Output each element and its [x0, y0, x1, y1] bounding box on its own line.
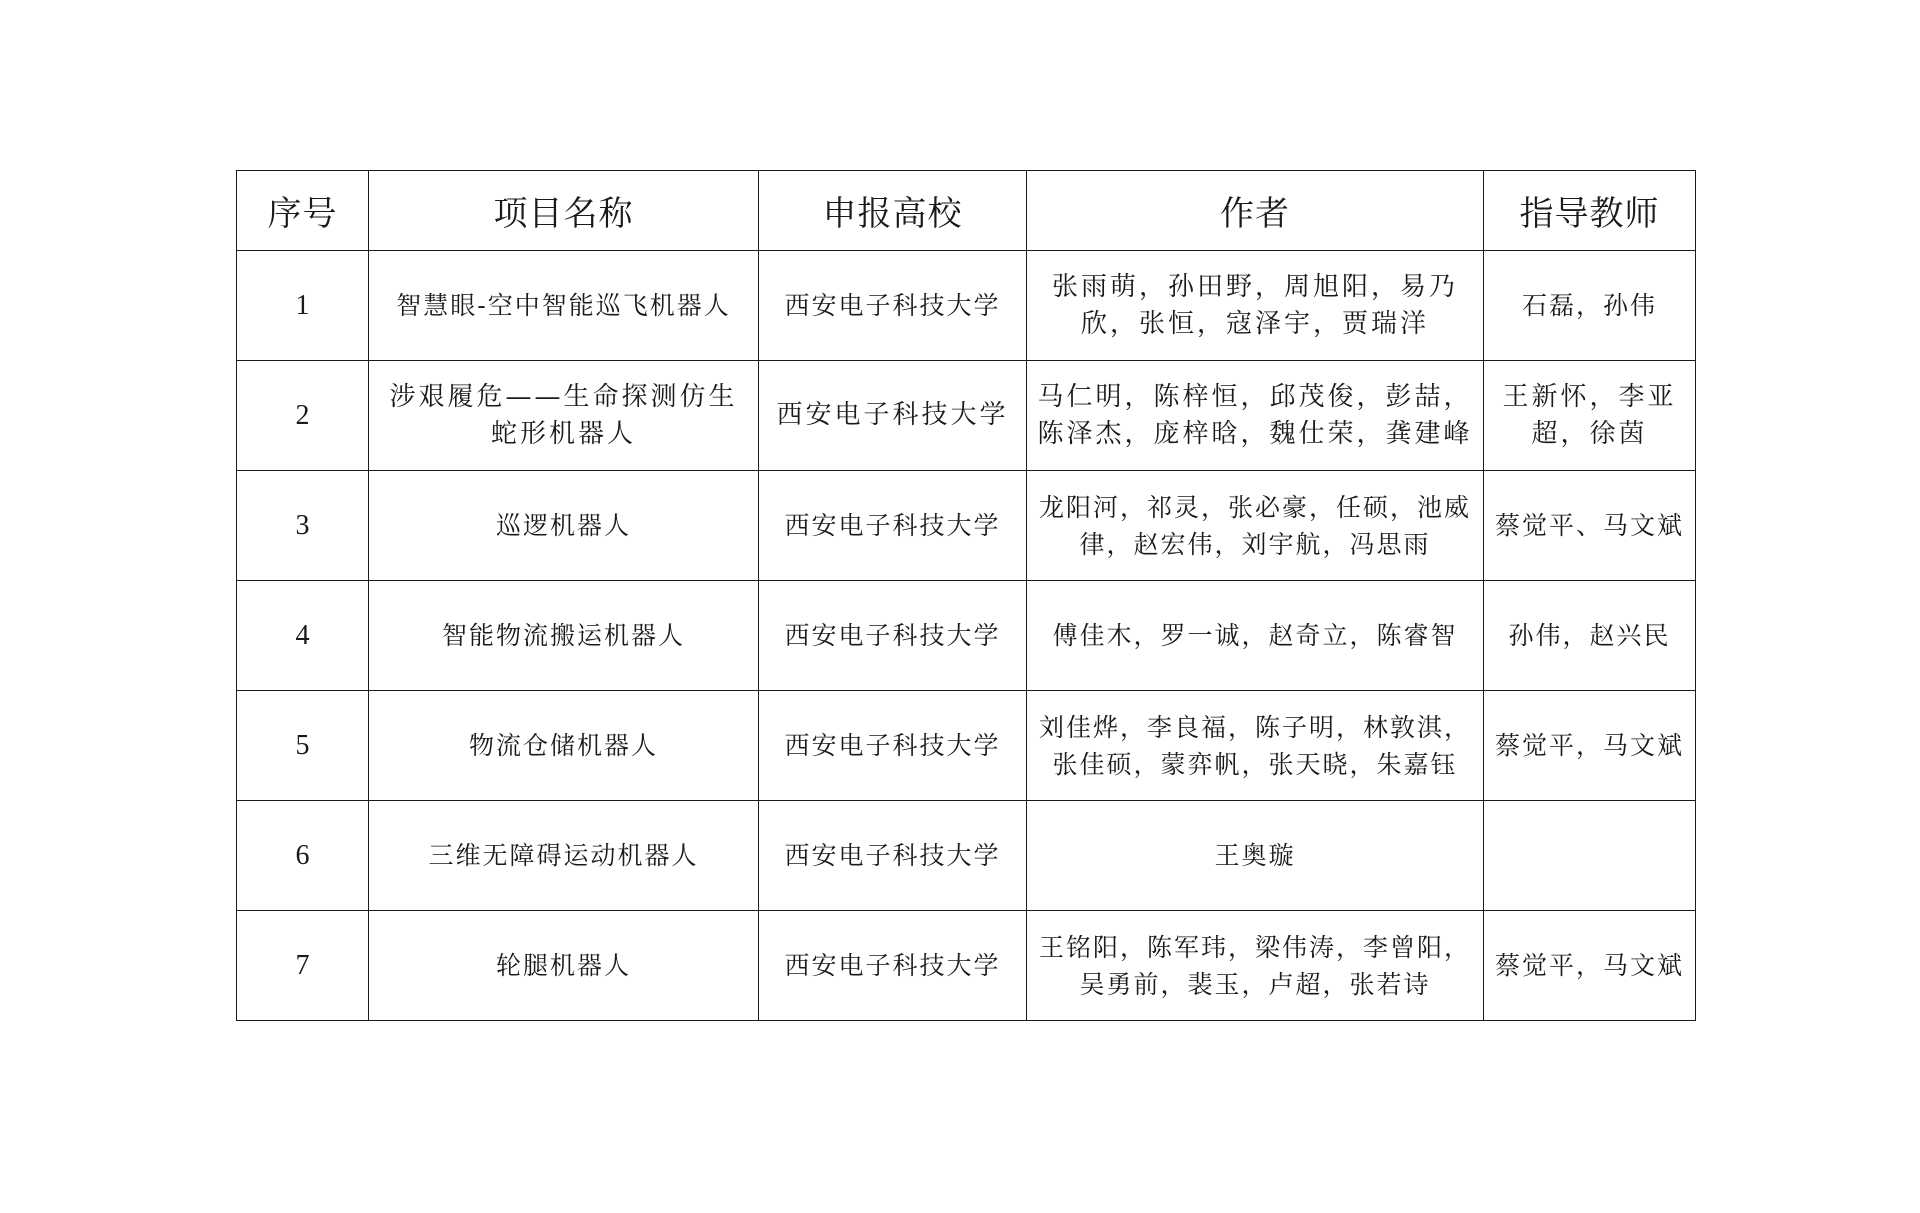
header-project-name: 项目名称 [369, 171, 759, 251]
cell-index: 7 [237, 911, 369, 1021]
table-row [237, 801, 1696, 911]
cell-school: 西安电子科技大学 [759, 361, 1027, 471]
header-school: 申报高校 [759, 171, 1027, 251]
cell-authors: 傅佳木，罗一诚，赵奇立，陈睿智 [1027, 581, 1484, 691]
table-header-row [237, 171, 1696, 251]
table-row [237, 361, 1696, 471]
cell-index: 6 [237, 801, 369, 911]
cell-index: 1 [237, 251, 369, 361]
cell-advisors: 蔡觉平，马文斌 [1484, 911, 1696, 1021]
cell-project-name: 物流仓储机器人 [369, 691, 759, 801]
cell-project-name: 轮腿机器人 [369, 911, 759, 1021]
table-row [237, 911, 1696, 1021]
table-row [237, 691, 1696, 801]
cell-school: 西安电子科技大学 [759, 691, 1027, 801]
cell-advisors: 石磊，孙伟 [1484, 251, 1696, 361]
cell-authors: 王奥璇 [1027, 801, 1484, 911]
header-index: 序号 [237, 171, 369, 251]
cell-school: 西安电子科技大学 [759, 471, 1027, 581]
cell-authors: 龙阳河，祁灵，张必豪，任硕，池威律，赵宏伟，刘宇航，冯思雨 [1027, 471, 1484, 581]
cell-project-name: 三维无障碍运动机器人 [369, 801, 759, 911]
cell-project-name: 涉艰履危——生命探测仿生蛇形机器人 [369, 361, 759, 471]
cell-index: 3 [237, 471, 369, 581]
header-authors: 作者 [1027, 171, 1484, 251]
cell-school: 西安电子科技大学 [759, 251, 1027, 361]
cell-school: 西安电子科技大学 [759, 581, 1027, 691]
project-table [236, 170, 1696, 1021]
cell-advisors: 蔡觉平，马文斌 [1484, 691, 1696, 801]
cell-index: 2 [237, 361, 369, 471]
cell-advisors: 蔡觉平、马文斌 [1484, 471, 1696, 581]
cell-index: 5 [237, 691, 369, 801]
cell-school: 西安电子科技大学 [759, 801, 1027, 911]
table-row [237, 471, 1696, 581]
table-row [237, 251, 1696, 361]
cell-authors: 马仁明，陈梓恒，邱茂俊，彭喆，陈泽杰，庞梓晗，魏仕荣，龚建峰 [1027, 361, 1484, 471]
cell-project-name: 智能物流搬运机器人 [369, 581, 759, 691]
table-row [237, 581, 1696, 691]
cell-authors: 刘佳烨，李良福，陈子明，林敦淇，张佳硕，蒙弈帆，张天晓，朱嘉钰 [1027, 691, 1484, 801]
cell-school: 西安电子科技大学 [759, 911, 1027, 1021]
cell-advisors: 孙伟，赵兴民 [1484, 581, 1696, 691]
cell-advisors [1484, 801, 1696, 911]
cell-index: 4 [237, 581, 369, 691]
cell-project-name: 智慧眼-空中智能巡飞机器人 [369, 251, 759, 361]
cell-project-name: 巡逻机器人 [369, 471, 759, 581]
cell-authors: 王铭阳，陈军玮，梁伟涛，李曾阳，吴勇前，裴玉，卢超，张若诗 [1027, 911, 1484, 1021]
header-advisors: 指导教师 [1484, 171, 1696, 251]
cell-authors: 张雨萌，孙田野，周旭阳，易乃欣，张恒，寇泽宇，贾瑞洋 [1027, 251, 1484, 361]
cell-advisors: 王新怀，李亚超，徐茵 [1484, 361, 1696, 471]
